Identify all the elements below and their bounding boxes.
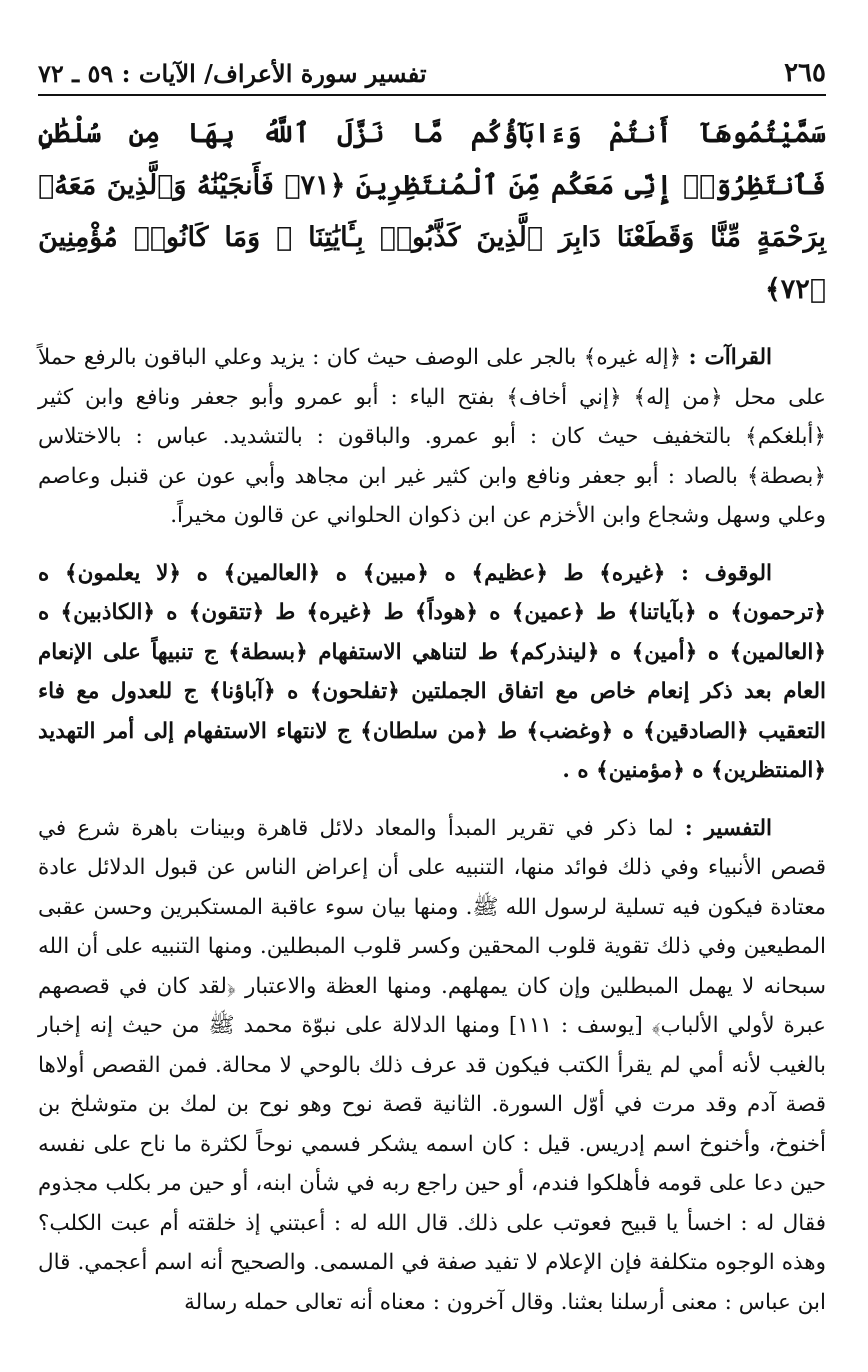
qiraat-section xyxy=(38,338,826,536)
header-rule xyxy=(38,94,826,96)
wuquf-section xyxy=(38,554,826,791)
wuquf-label: الوقوف : xyxy=(681,560,772,586)
running-title: تفسير سورة الأعراف/ الآيات : ٥٩ ـ ٧٢ xyxy=(38,59,427,88)
qiraat-text: ﴿إله غيره﴾ بالجر على الوصف حيث كان : يزيد وعلي الباقون بالرفع حملاً على محل ﴿من إله﴾ ﴿إني أخاف﴾ بفتح الياء : أبو عمرو وأبو جعفر ونافع وابن كثير ﴿أبلغكم﴾ بالتخفيف حيث كان : أبو عمرو. والباقون : بالتشديد. عباس : بالاختلاس ﴿بصطة﴾ بالصاد : أبو جعفر ونافع وابن كثير غير ابن مجاهد وأبي عون عن قنبل وعاصم وعلي وسهل وشجاع وابن الأخزم عن ابن ذكوان الحلواني عن قالون مخيراً. xyxy=(38,345,826,528)
tafsir-text: لما ذكر في تقرير المبدأ والمعاد دلائل قاهرة وبينات باهرة شرع في قصص الأنبياء وفي ذلك فوائد منها، التنبيه على أن إعراض الناس عن قبول الدلائل عادة معتادة فيكون فيه تسلية لرسول الله ﷺ. ومنها بيان سوء عاقبة المستكبرين وحسن عقبى المطيعين وفي ذلك تقوية قلوب المحقين وكسر قلوب المبطلين. ومنها التنبيه على أن الله سبحانه لا يهمل المبطلين وإن كان يمهلهم. ومنها العظة والاعتبار ﴿لقد كان في قصصهم عبرة لأولي الألباب﴾ [يوسف : ١١١] ومنها الدلالة على نبوّة محمد ﷺ من حيث إنه إخبار بالغيب لأنه أمي لم يقرأ الكتب فيكون قد عرف ذلك بالوحي لا محالة. فمن القصص أولاها قصة آدم وقد مرت في أوّل السورة. الثانية قصة نوح وهو نوح بن لمك بن متوشلخ بن أخنوخ، وأخنوخ اسم إدريس. قيل : كان اسمه يشكر فسمي نوحاً لكثرة ما ناح على نفسه حين دعا على قومه فأهلكوا فندم، أو حين راجع ربه في شأن ابنه، أو حين مر بكلب مجذوم فقال له : اخسأ يا قبيح فعوتب على ذلك. قال الله له : أعبتني إذ خلقته أم عبت الكلب؟ وهذه الوجوه متكلفة فإن الإعلام لا تفيد صفة في المسمى. والصحيح أنه اسم أعجمي. قال ابن عباس : معنى أرسلنا بعثنا. وقال آخرون : معناه أنه تعالى حمله رسالة xyxy=(38,815,826,1315)
wuquf-text: ﴿غيره﴾ ط ﴿عظيم﴾ ه ﴿مبين﴾ ه ﴿العالمين﴾ ه ﴿لا يعلمون﴾ ه ﴿ترحمون﴾ ه ﴿بآياتنا﴾ ط ﴿عمين﴾ ه ﴿هوداً﴾ ط ﴿غيره﴾ ط ﴿تتقون﴾ ه ﴿الكاذبين﴾ ه ﴿العالمين﴾ ه ﴿أمين﴾ ه ﴿لينذركم﴾ ط لتناهي الاستفهام ﴿بسطة﴾ ج تنبيهاً على الإنعام العام بعد ذكر إنعام خاص مع اتفاق الجملتين ﴿تفلحون﴾ ه ﴿آباؤنا﴾ ج للعدول مع فاء التعقيب ﴿الصادقين﴾ ه ﴿وغضب﴾ ط ﴿من سلطان﴾ ج لانتهاء الاستفهام إلى أمر التهديد ﴿المنتظرين﴾ ه ﴿مؤمنين﴾ ه . xyxy=(38,560,826,783)
page-header xyxy=(38,58,826,94)
tafsir-label: التفسير : xyxy=(684,815,772,841)
quran-verse-block: سَمَّيْتُمُوهَآ أَنتُمْ وَءَابَآؤُكُم مَّا نَزَّلَ ٱللَّهُ بِهَا مِن سُلْطَٰنٍ فَٱنتَظِرُوٓا۟ إِنِّى مَعَكُم مِّنَ ٱلْمُنتَظِرِينَ ﴿٧١﴾ فَأَنجَيْنَٰهُ وَٱلَّذِينَ مَعَهُۥ بِرَحْمَةٍ مِّنَّا وَقَطَعْنَا دَابِرَ ٱلَّذِينَ كَذَّبُوا۟ بِـَٔايَٰتِنَا ۖ وَمَا كَانُوا۟ مُؤْمِنِينَ ﴿٧٢﴾ xyxy=(38,118,826,305)
qiraat-label: القراآت : xyxy=(688,345,772,370)
page-number: ٢٦٥ xyxy=(784,58,826,88)
tafsir-section xyxy=(38,809,826,1323)
